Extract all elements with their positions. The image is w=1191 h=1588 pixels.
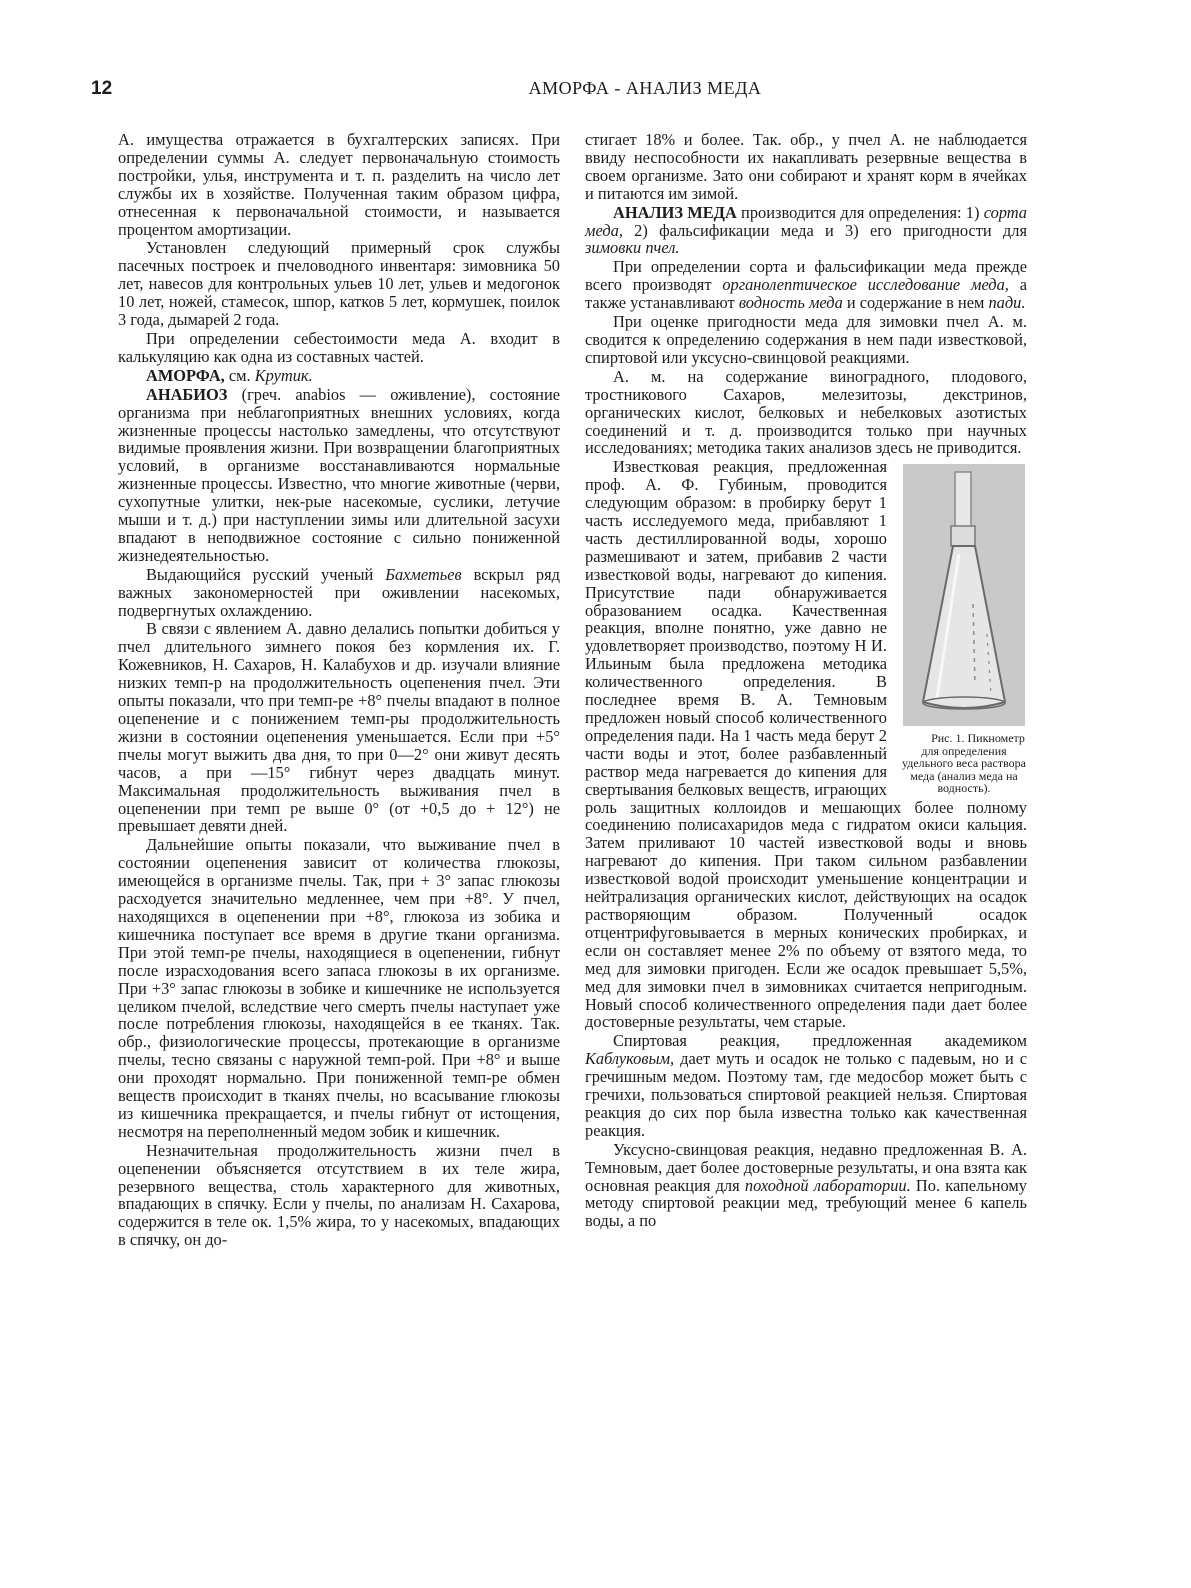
text-run: вскрыл ряд важных закономерностей при оживлении насекомых, подвергнутых охлаждению.	[118, 564, 560, 620]
entry-term: АМОРФА,	[146, 365, 225, 385]
text-run: Уксусно-свинцовая реакция, недавно предложенная В. А. Темновым, дает более достоверные результаты, и она взята как основная реакция для	[585, 1139, 1027, 1195]
text-run: Спиртовая реакция, предложенная академиком	[613, 1031, 1027, 1051]
paragraph	[118, 566, 560, 620]
emphasis: походной лаборатории.	[744, 1175, 911, 1195]
paragraph: А. имущества отражается в бухгалтерских записях. При определении суммы А. следует первоначальную стоимость постройки, улья, инструмента и т. п. разделить на число лет службы их в хозяйстве. Полученная таким образом цифра, отнесенная к первоначальной стоимости, и называется процентом амортизации.	[118, 130, 560, 239]
left-column	[118, 131, 560, 1249]
entry-anabioz	[118, 386, 560, 565]
paragraph: Дальнейшие опыты показали, что выживание пчел в состоянии оцепенения зависит от количества глюкозы, имеющейся в организме пчелы. Так, при + 3° запас глюкозы расходуется значительно медленнее, чем при +8°. У пчел, находящихся в оцепенении при +8°, глюкоза из зобика и кишечника поступает все время в другие ткани организма. При этой темп-ре пчелы, находящиеся в оцепенении, гибнут после израсходования всего запаса глюкозы в их организме. При +3° запас глюкозы в зобике и кишечнике не используется целиком пчелой, вследствие чего смерть пчелы наступает уже после потребления глюкозы, находящейся в ее тканях. Так. обр., физиологические процессы, протекающие в организме пчелы, тесно связаны с наружной темп-рой. При +8° и выше они проходят нормально. При пониженной темп-ре обмен веществ происходит в тканях пчелы, но всасывание глюкозы из кишечника прекращается, и пчелы гибнут от истощения, несмотря на переполненный медом зобик и кишечник.	[118, 835, 560, 1141]
paragraph: Установлен следующий примерный срок службы пасечных построек и пчеловодного инвентаря: зимовника 50 лет, навесов для контрольных ульев 10 лет, ульев и медогонок 10 лет, ножей, стамесок, шпор, катков 5 лет, кормушек, поилок 3 года, дымарей 2 года.	[118, 238, 560, 330]
figure-pycnometer	[901, 464, 1027, 795]
paragraph	[585, 458, 1027, 1031]
paragraph: Незначительная продолжительность жизни пчел в оцепенении объясняется отсутствием в их теле жира, резервного вещества, столь характерного для животных, впадающих в спячку. Если у пчелы, по анализам Н. Сахарова, содержится в теле ок. 1,5% жира, то у насекомых, впадающих в спячку, он до-	[118, 1140, 560, 1250]
text-run: 2) фальсификации меда и 3) его пригодности для	[634, 220, 1027, 240]
paragraph: В связи с явлением А. давно делались попытки добиться у пчел длительного зимнего покоя без кормления их. Г. Кожевников, Н. Сахаров, Н. Калабухов и др. изучали влияние низких темп-р на продолжительность оцепенения пчел. Эти опыты показали, что при темп-ре +8° пчелы впадают в полное оцепенение и с понижением темп-ры продолжительность жизни в состоянии оцепенения уменьшается. Если при +5° пчелы могут выжить два дня, то при 0—2° они живут десять часов, а при —15° гибнут через двадцать минут. Максимальная продолжительность выживания пчел в оцепенении при темп ре выше 0° (от +0,5 до + 12°) не превышает девяти дней.	[118, 619, 560, 836]
entry-term: АНАБИОЗ	[146, 384, 228, 404]
person-name: Бахметьев	[385, 564, 462, 584]
figure-caption: Рис. 1. Пикнометр для определения удельного веса раствора меда (анализ меда на водность).	[901, 731, 1026, 796]
text-run: дает муть и осадок не только с падевым, но и с гречишным медом. Поэтому там, где медосбор может быть с гречихи, пользоваться спиртовой реакцией нельзя. Спиртовая реакция до сих пор была известна только как качественная реакция.	[585, 1049, 1027, 1140]
paragraph	[585, 258, 1027, 312]
entry-term: АНАЛИЗ МЕДА	[613, 202, 737, 222]
paragraph	[585, 1141, 1027, 1231]
entry-text: (греч. anabios — оживление), состояние организма при неблагоприятных внешних условиях, когда жизненные процессы настолько замедлены, что отсутствуют видимые проявления жизни. При возвращении благоприятных условий, в организме восстанавливаются нормальные жизненные процессы. Известно, что многие животные (черви, сухопутные улитки, нек-рые насекомые, суслики, летучие мыши и т. д.) при наступлении зимы или длительной засухи впадают в неподвижное состояние с сильно пониженной жизнедеятельностью.	[118, 384, 560, 565]
text-run: При определении сорта и фальсификации меда прежде всего производят	[585, 257, 1027, 295]
text-run: а также устанавливают	[585, 275, 1027, 313]
text-run: производится для определения: 1)	[741, 202, 980, 222]
running-head: АМОРФА - АНАЛИЗ МЕДА	[528, 78, 762, 98]
text-run: и содержание в нем	[846, 293, 985, 313]
emphasis: органолептическое исследование меда,	[722, 275, 1009, 295]
person-name: Каблуковым,	[585, 1049, 675, 1069]
entry-ref: см.	[228, 365, 251, 385]
pycnometer-image	[903, 464, 1025, 726]
text-run: По. капельному методу спиртовой реакции мед, требующий менее 6 капель воды, а по	[585, 1175, 1027, 1231]
paragraph: При оценке пригодности меда для зимовки пчел А. м. сводится к определению содержания в нем пади известковой, спиртовой или уксусно-свинцовой реакциями.	[585, 312, 1027, 367]
emphasis: сорта меда,	[585, 202, 1027, 240]
paragraph: А. м. на содержание виноградного, плодового, тростникового Сахаров, мелезитозы, декстринов, органических кислот, белковых и небелковых азотистых соединений и т. д. производится только при научных исследованиях; методика таких анализов здесь не приводится.	[585, 366, 1027, 458]
paragraph: стигает 18% и более. Так. обр., у пчел А. не наблюдается ввиду неспособности их накапливать резервные вещества в своем организме. Зато они собирают и хранят корм в ячейках и питаются им зимой.	[585, 130, 1027, 203]
paragraph	[585, 1032, 1027, 1139]
entry-amorfa	[118, 367, 560, 385]
cross-reference[interactable]: Крутик.	[254, 365, 313, 385]
text-run: Выдающийся русский ученый	[146, 564, 374, 584]
emphasis: пади.	[988, 293, 1026, 313]
page-number: 12	[91, 78, 113, 99]
right-column	[585, 131, 1027, 1230]
paragraph: При определении себестоимости меда А. входит в калькуляцию как одна из составных частей.	[118, 328, 560, 366]
emphasis: зимовки пчел.	[585, 238, 680, 258]
emphasis: водность меда	[738, 293, 843, 313]
text-run: Известковая реакция, предложенная проф. А. Ф. Губиным, проводится следующим образом: в пробирку берут 1 часть исследуемого меда, прибавляют 1 часть дестиллированной воды, хорошо размешивают и затем, прибавив 2 части известковой воды, нагревают до кипения. Присутствие пади обнаруживается образованием осадка. Качественная реакция, вполне понятно, уже давно не удовлетворяет производство, поэтому Н И. Ильиным была предложена методика количественного определения. В последнее время В. А. Темновым предложен новый способ количественного определения пади. На 1 часть меда берут 2 части воды и этот, более разбавленный раствор меда нагревается до кипения для свертывания белковых веществ, играющих роль защитных коллоидов и мешающих более полному соединению полисахаридов меда с гидратом окиси кальция. Затем приливают 10 частей известковой воды и вновь нагревают до кипения. При таком сильном разбавлении известковой водой происходит уменьшение концентрации и нейтрализация органических кислот, действующих на осадок растворяющим образом. Полученный осадок отцентрифуговывается в мерных конических пробирках, и если он составляет менее 2% по объему от взятого меда, то мед для зимовки пригоден. Если же осадок превышает 5,5%, мед для зимовки пчел в зимовниках считается непригодным. Новый способ количественного определения пади дает более достоверные результаты, чем старые.	[585, 457, 1027, 1032]
entry-analiz-meda	[585, 204, 1027, 258]
